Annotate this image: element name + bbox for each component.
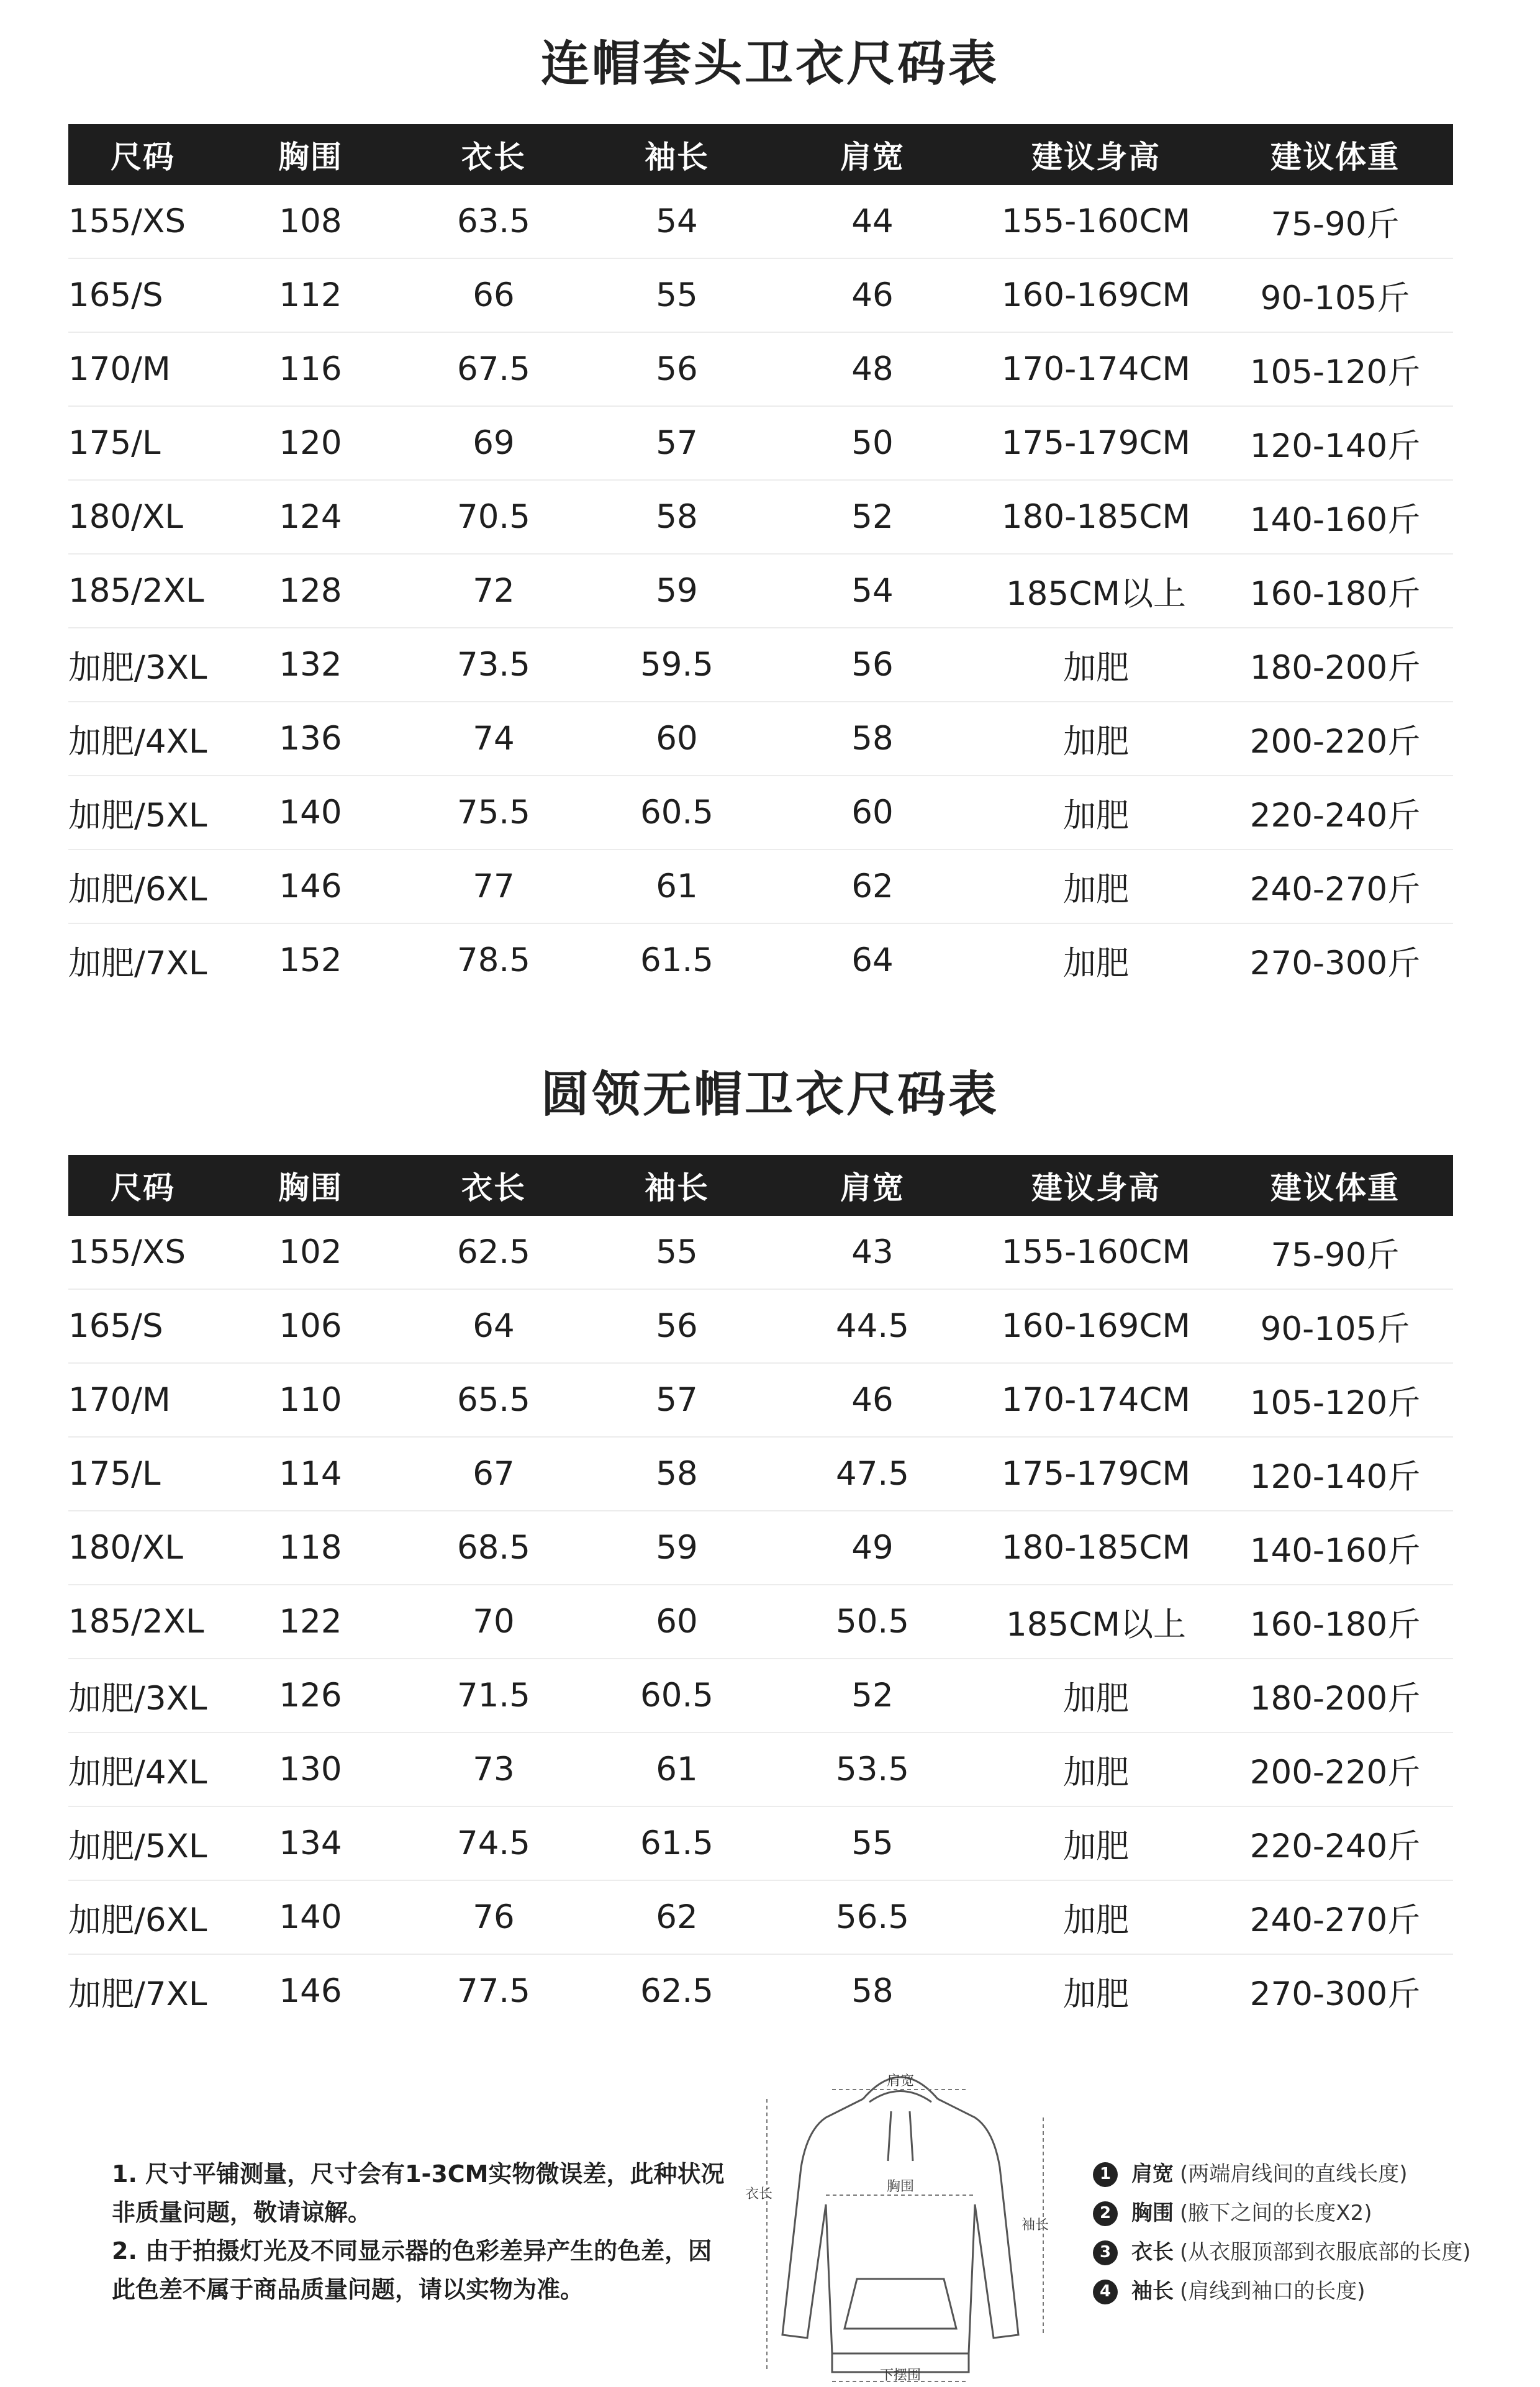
value-cell: 90-105斤 [1217,258,1453,332]
value-cell: 加肥 [975,776,1217,849]
value-cell: 50 [770,406,975,480]
value-cell: 64 [851,941,894,979]
table-row [68,1289,1453,1363]
number-2-icon: 2 [1093,2201,1118,2226]
value-cell: 136 [217,702,404,776]
value-cell: 71.5 [404,1659,584,1732]
value-cell: 50.5 [770,1585,975,1659]
value-cell: 59 [584,554,770,628]
column-header: 衣长 [404,124,584,185]
table-row [68,1585,1453,1659]
value-cell: 180-185CM [975,480,1217,554]
table-row [68,1732,1453,1806]
value-cell: 43 [770,1216,975,1289]
value-cell: 61 [584,1732,770,1806]
value-cell: 52 [770,480,975,554]
value-cell: 65.5 [404,1363,584,1437]
value-cell: 58 [770,702,975,776]
value-cell: 75-90斤 [1217,185,1453,258]
crewneck-size-chart-title: 圆领无帽卫衣尺码表 [540,1067,999,1123]
value-cell: 200-220斤 [1217,702,1453,776]
diagram-label-shoulder: 肩宽 [886,2073,915,2089]
value-cell: 180-185CM [975,1511,1217,1585]
value-cell: 124 [217,480,404,554]
value-cell: 106 [217,1289,404,1363]
value-cell: 61.5 [584,1806,770,1880]
value-cell: 加肥 [975,1806,1217,1880]
value-cell: 57 [584,1363,770,1437]
value-cell: 128 [217,554,404,628]
value-cell: 180-200斤 [1217,1659,1453,1732]
value-cell: 61 [584,849,770,923]
value-cell: 46 [770,1363,975,1437]
value-cell: 155-160CM [975,1216,1217,1289]
size-cell: 加肥/7XL [68,1975,207,2013]
diagram-label-length: 衣长 [745,2186,773,2202]
value-cell: 185CM以上 [975,1585,1217,1659]
value-cell: 60.5 [584,1659,770,1732]
table-row [68,332,1453,406]
value-cell: 53.5 [770,1732,975,1806]
value-cell: 66 [404,258,584,332]
size-cell: 加肥/5XL [68,1806,217,1880]
value-cell: 58 [851,1972,894,2010]
table-row [68,628,1453,702]
value-cell: 140 [217,1880,404,1954]
value-cell: 58 [584,1437,770,1511]
size-cell: 加肥/7XL [68,944,207,982]
column-header: 胸围 [217,124,404,185]
value-cell: 56 [584,1289,770,1363]
hoodie-size-chart-title: 连帽套头卫衣尺码表 [540,36,999,92]
value-cell: 146 [279,1972,342,2010]
value-cell: 57 [584,406,770,480]
legend-name: 衣长 [1131,2240,1174,2265]
value-cell: 49 [770,1511,975,1585]
legend-description: (肩线到袖口的长度) [1180,2279,1366,2304]
value-cell: 120-140斤 [1217,1437,1453,1511]
table-row [68,1511,1453,1585]
value-cell: 69 [404,406,584,480]
legend-description: (腋下之间的长度X2) [1180,2201,1372,2226]
value-cell: 140-160斤 [1217,1511,1453,1585]
table-row [68,258,1453,332]
size-cell: 加肥/5XL [68,776,217,849]
legend-name: 胸围 [1131,2201,1174,2226]
table-row [68,480,1453,554]
column-header: 建议体重 [1217,124,1453,185]
value-cell: 105-120斤 [1217,1363,1453,1437]
legend-item-chest [1093,2194,1528,2233]
column-header: 建议身高 [975,124,1217,185]
table-row [68,1659,1453,1732]
number-4-icon: 4 [1093,2280,1118,2304]
value-cell: 44.5 [770,1289,975,1363]
value-cell: 160-180斤 [1217,554,1453,628]
value-cell: 63.5 [404,185,584,258]
value-cell: 185CM以上 [975,554,1217,628]
value-cell: 118 [217,1511,404,1585]
value-cell: 56 [584,332,770,406]
value-cell: 62 [770,849,975,923]
value-cell: 72 [404,554,584,628]
table-row [68,185,1453,258]
value-cell: 114 [217,1437,404,1511]
note-2: 2. 由于拍摄灯光及不同显示器的色彩差异产生的色差，因此色差不属于商品质量问题，请以实物为准。 [112,2237,712,2303]
legend-name: 肩宽 [1131,2162,1174,2186]
column-header: 建议体重 [1217,1155,1453,1216]
hoodie-size-table [68,124,1453,997]
value-cell: 60 [770,776,975,849]
value-cell: 152 [279,941,342,979]
value-cell: 126 [217,1659,404,1732]
value-cell: 67.5 [404,332,584,406]
column-header: 肩宽 [770,1155,975,1216]
value-cell: 75-90斤 [1217,1216,1453,1289]
value-cell: 加肥 [975,1732,1217,1806]
value-cell: 112 [217,258,404,332]
measurement-legend [1093,2155,1528,2311]
size-cell: 加肥/6XL [68,1880,217,1954]
value-cell: 240-270斤 [1217,1880,1453,1954]
column-header: 袖长 [584,1155,770,1216]
value-cell: 47.5 [770,1437,975,1511]
value-cell: 加肥 [975,702,1217,776]
value-cell: 110 [217,1363,404,1437]
value-cell: 200-220斤 [1217,1732,1453,1806]
table-row [68,1363,1453,1437]
table-header-row [68,124,1453,185]
value-cell: 170-174CM [975,1363,1217,1437]
measurement-notes [112,2155,733,2309]
table-row [68,923,1453,997]
value-cell: 160-169CM [975,258,1217,332]
size-cell: 170/M [68,1363,217,1437]
value-cell: 70 [404,1585,584,1659]
value-cell: 75.5 [404,776,584,849]
value-cell: 60 [584,702,770,776]
value-cell: 55 [584,258,770,332]
column-header: 肩宽 [770,124,975,185]
value-cell: 56 [770,628,975,702]
value-cell: 155-160CM [975,185,1217,258]
table-row [68,1216,1453,1289]
value-cell: 55 [584,1216,770,1289]
value-cell: 134 [217,1806,404,1880]
legend-item-length [1093,2233,1528,2272]
column-header: 胸围 [217,1155,404,1216]
value-cell: 59 [584,1511,770,1585]
table-row [68,406,1453,480]
value-cell: 73 [404,1732,584,1806]
value-cell: 加肥 [975,1659,1217,1732]
value-cell: 73.5 [404,628,584,702]
value-cell: 62 [584,1880,770,1954]
value-cell: 78.5 [456,941,530,979]
value-cell: 加肥 [1063,1975,1129,2013]
value-cell: 240-270斤 [1217,849,1453,923]
value-cell: 77 [404,849,584,923]
size-cell: 175/L [68,406,217,480]
value-cell: 220-240斤 [1217,776,1453,849]
note-1: 1. 尺寸平铺测量，尺寸会有1-3CM实物微误差，此种状况非质量问题，敬请谅解。 [112,2160,725,2226]
size-cell: 加肥/4XL [68,1732,217,1806]
value-cell: 175-179CM [975,1437,1217,1511]
size-cell: 165/S [68,258,217,332]
column-header: 衣长 [404,1155,584,1216]
legend-item-sleeve [1093,2272,1528,2311]
size-cell: 170/M [68,332,217,406]
legend-name: 袖长 [1131,2279,1174,2304]
value-cell: 140 [217,776,404,849]
value-cell: 加肥 [975,628,1217,702]
column-header: 尺码 [68,124,217,185]
value-cell: 132 [217,628,404,702]
table-row [68,1880,1453,1954]
number-3-icon: 3 [1093,2240,1118,2265]
value-cell: 加肥 [975,1880,1217,1954]
table-header-row [68,1155,1453,1216]
value-cell: 120-140斤 [1217,406,1453,480]
value-cell: 270-300斤 [1249,944,1421,982]
crewneck-size-table [68,1155,1453,2027]
diagram-label-hem: 下摆围 [879,2368,922,2383]
table-row [68,1437,1453,1511]
diagram-label-sleeve: 袖长 [1021,2217,1049,2233]
value-cell: 175-179CM [975,406,1217,480]
value-cell: 70.5 [404,480,584,554]
value-cell: 54 [770,554,975,628]
value-cell: 220-240斤 [1217,1806,1453,1880]
size-cell: 175/L [68,1437,217,1511]
value-cell: 77.5 [456,1972,530,2010]
value-cell: 76 [404,1880,584,1954]
column-header: 尺码 [68,1155,217,1216]
table-row [68,1806,1453,1880]
value-cell: 60.5 [584,776,770,849]
column-header: 建议身高 [975,1155,1217,1216]
size-cell: 155/XS [68,185,217,258]
value-cell: 105-120斤 [1217,332,1453,406]
diagram-label-chest: 胸围 [886,2179,915,2194]
value-cell: 67 [404,1437,584,1511]
value-cell: 108 [217,185,404,258]
size-cell: 185/2XL [68,554,217,628]
size-cell: 180/XL [68,1511,217,1585]
value-cell: 146 [217,849,404,923]
size-cell: 加肥/3XL [68,628,217,702]
value-cell: 62.5 [640,1972,713,2010]
value-cell: 60 [584,1585,770,1659]
value-cell: 52 [770,1659,975,1732]
value-cell: 46 [770,258,975,332]
value-cell: 116 [217,332,404,406]
table-row [68,776,1453,849]
value-cell: 54 [584,185,770,258]
value-cell: 170-174CM [975,332,1217,406]
size-cell: 180/XL [68,480,217,554]
value-cell: 44 [770,185,975,258]
number-1-icon: 1 [1093,2162,1118,2187]
value-cell: 160-180斤 [1217,1585,1453,1659]
value-cell: 130 [217,1732,404,1806]
table-row [68,1954,1453,2027]
hoodie-outline-icon [739,2043,1062,2385]
value-cell: 160-169CM [975,1289,1217,1363]
value-cell: 122 [217,1585,404,1659]
value-cell: 61.5 [640,941,713,979]
value-cell: 68.5 [404,1511,584,1585]
value-cell: 90-105斤 [1217,1289,1453,1363]
value-cell: 64 [404,1289,584,1363]
legend-description: (从衣服顶部到衣服底部的长度) [1180,2240,1471,2265]
table-row [68,554,1453,628]
value-cell: 120 [217,406,404,480]
size-cell: 155/XS [68,1216,217,1289]
table-row [68,849,1453,923]
value-cell: 102 [217,1216,404,1289]
value-cell: 270-300斤 [1249,1975,1421,2013]
value-cell: 74 [404,702,584,776]
value-cell: 56.5 [770,1880,975,1954]
hoodie-measurement-diagram [739,2043,1062,2385]
value-cell: 62.5 [404,1216,584,1289]
value-cell: 58 [584,480,770,554]
table-row [68,702,1453,776]
size-cell: 加肥/6XL [68,849,217,923]
legend-item-shoulder [1093,2155,1528,2194]
value-cell: 59.5 [584,628,770,702]
value-cell: 55 [770,1806,975,1880]
column-header: 袖长 [584,124,770,185]
size-cell: 加肥/3XL [68,1659,217,1732]
value-cell: 140-160斤 [1217,480,1453,554]
value-cell: 48 [770,332,975,406]
value-cell: 74.5 [404,1806,584,1880]
legend-description: (两端肩线间的直线长度) [1180,2162,1408,2186]
size-cell: 165/S [68,1289,217,1363]
value-cell: 加肥 [975,849,1217,923]
size-cell: 加肥/4XL [68,702,217,776]
size-cell: 185/2XL [68,1585,217,1659]
value-cell: 180-200斤 [1217,628,1453,702]
value-cell: 加肥 [1063,944,1129,982]
